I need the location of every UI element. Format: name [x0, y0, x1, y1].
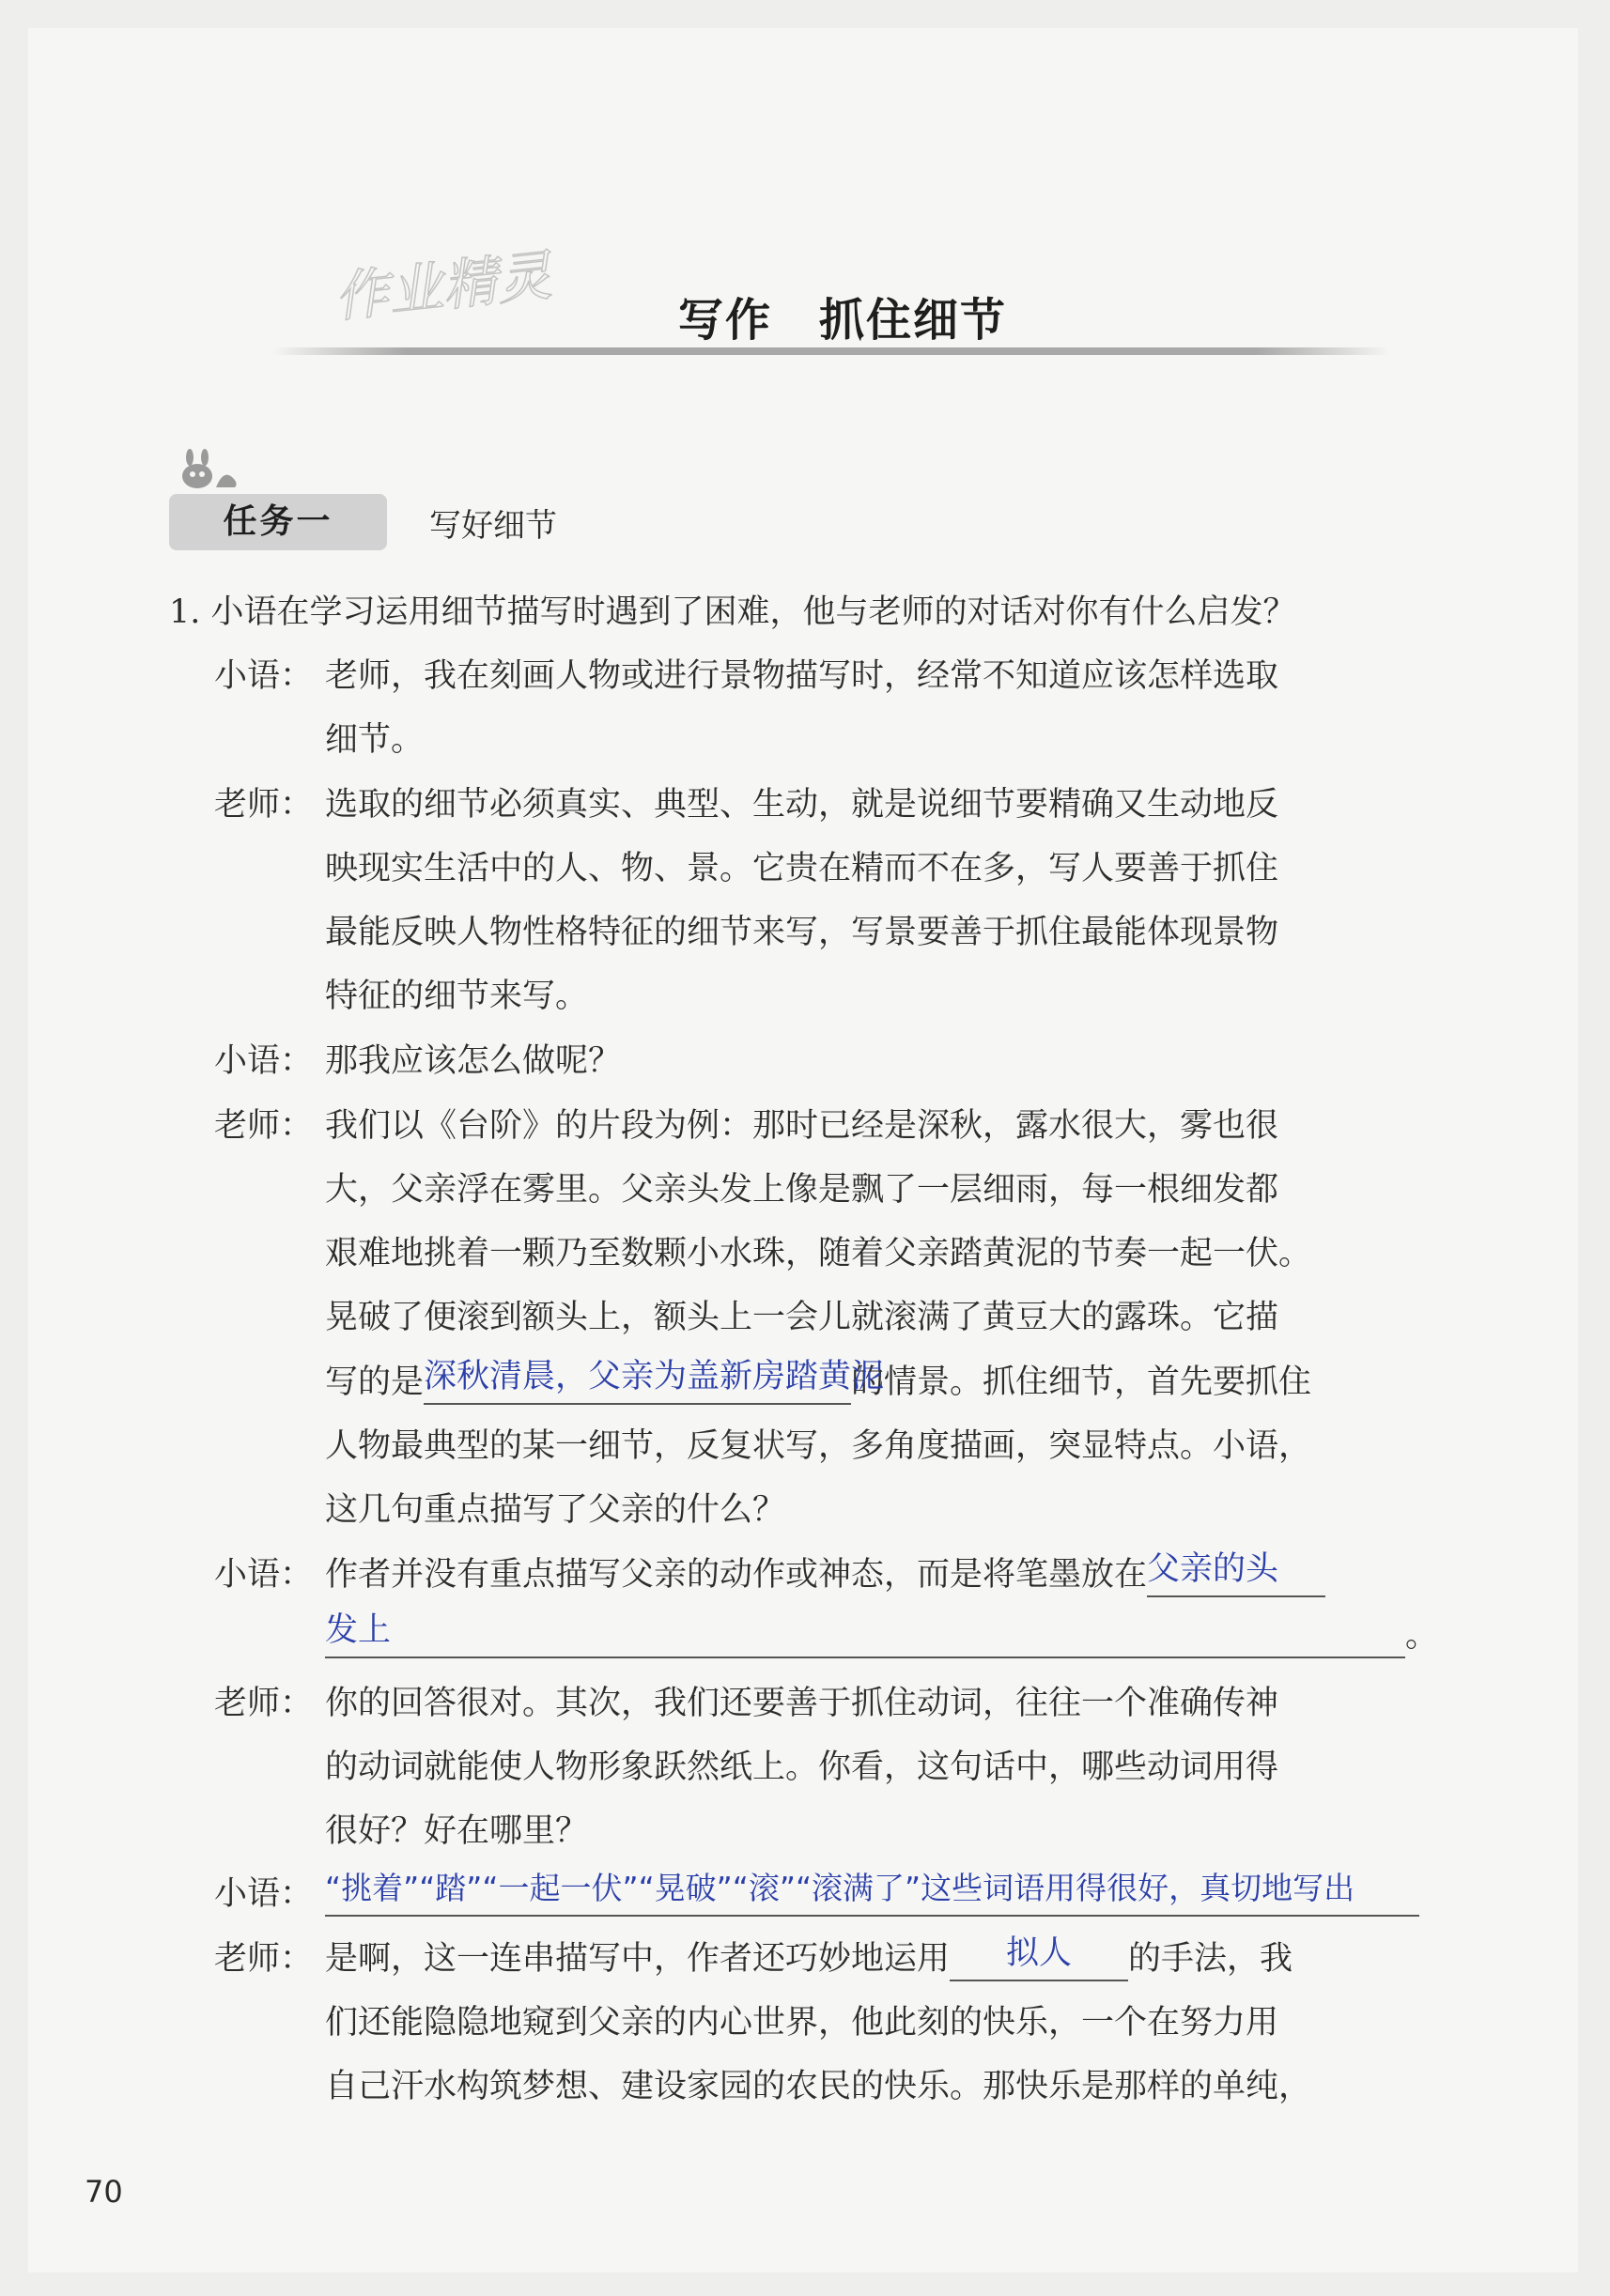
speaker-label: 老师： [214, 1107, 314, 1145]
dialogue-text: 你的回答很对。其次，我们还要善于抓住动词，往往一个准确传神 [325, 1685, 1279, 1722]
task-badge: 任务一 [169, 494, 387, 550]
dialogue-line [325, 1611, 1439, 1658]
dialogue-line: 映现实生活中的人、物、景。它贵在精而不在多，写人要善于抓住 [325, 850, 1279, 887]
dialogue-text: 那我应该怎么做呢？ [325, 1042, 622, 1080]
dialogue-text: 。 [1405, 1617, 1439, 1655]
speaker-label: 老师： [214, 1685, 314, 1722]
dialogue-text: 作者并没有重点描写父亲的动作或神态，而是将笔墨放在 [325, 1556, 1148, 1594]
dialogue-text: 写的是 [325, 1364, 425, 1401]
handwritten-answer: 深秋清晨，父亲为盖新房踏黄泥 [424, 1358, 885, 1395]
dialogue-text: 是啊，这一连串描写中，作者还巧妙地运用 [325, 1940, 951, 1978]
speaker-label: 老师： [214, 786, 314, 824]
answer-blank[interactable] [325, 1611, 1405, 1658]
handwritten-answer: 父亲的头 [1147, 1550, 1279, 1588]
answer-blank[interactable] [424, 1358, 885, 1405]
dialogue-line [214, 784, 1278, 825]
dialogue-text: 老师，我在刻画人物或进行景物描写时，经常不知道应该怎样选取 [325, 657, 1279, 695]
dialogue-text: 的手法，我 [1128, 1940, 1293, 1978]
dialogue-line: 大，父亲浮在雾里。父亲头发上像是飘了一层细雨，每一根细发都 [325, 1171, 1279, 1209]
dialogue-line: 艰难地挑着一颗乃至数颗小水珠，随着父亲踏黄泥的节奏一起一伏。 [325, 1235, 1312, 1272]
dialogue-line [214, 1550, 1325, 1597]
dialogue-line: 特征的细节来写。 [325, 978, 589, 1015]
answer-blank[interactable] [325, 1870, 1419, 1917]
task-subtitle: 写好细节 [429, 507, 557, 545]
handwritten-answer: 发上 [325, 1611, 392, 1649]
mascot-icon [177, 446, 242, 491]
dialogue-line: 最能反映人物性格特征的细节来写，写景要善于抓住最能体现景物 [325, 914, 1279, 951]
answer-blank[interactable] [1147, 1550, 1325, 1597]
dialogue-line: 这几句重点描写了父亲的什么？ [325, 1491, 786, 1529]
speaker-label: 小语： [214, 657, 314, 695]
page-sheet [28, 28, 1578, 2273]
handwritten-answer: 拟人 [1006, 1934, 1073, 1972]
speaker-label: 小语： [214, 1556, 314, 1594]
dialogue-line: 晃破了便滚到额头上，额头上一会儿就滚满了黄豆大的露珠。它描 [325, 1299, 1279, 1336]
speaker-label: 小语： [214, 1042, 314, 1080]
dialogue-line: 自己汗水构筑梦想、建设家园的农民的快乐。那快乐是那样的单纯， [325, 2068, 1312, 2105]
question-1: 1. 小语在学习运用细节描写时遇到了困难，他与老师的对话对你有什么启发？ [169, 593, 1296, 631]
speaker-label: 老师： [214, 1940, 314, 1978]
dialogue-line [214, 1105, 1278, 1147]
dialogue-line [214, 1683, 1278, 1724]
dialogue-text: 选取的细节必须真实、典型、生动，就是说细节要精确又生动地反 [325, 786, 1279, 824]
dialogue-line: 的动词就能使人物形象跃然纸上。你看，这句话中，哪些动词用得 [325, 1749, 1279, 1786]
page-title: 写作 抓住细节 [677, 294, 1007, 347]
title-divider [272, 347, 1390, 355]
dialogue-text: 我们以《台阶》的片段为例：那时已经是深秋，露水很大，雾也很 [325, 1107, 1279, 1145]
dialogue-line [214, 1870, 1419, 1917]
dialogue-line: 人物最典型的某一细节，反复状写，多角度描画，突显特点。小语， [325, 1427, 1312, 1465]
dialogue-line [214, 1040, 621, 1082]
watermark: 作业精灵 [331, 243, 555, 330]
dialogue-line [214, 1934, 1293, 1981]
dialogue-text: 的情景。抓住细节，首先要抓住 [851, 1364, 1312, 1401]
dialogue-line: 很好？好在哪里？ [325, 1812, 589, 1850]
answer-blank[interactable] [950, 1934, 1128, 1981]
dialogue-line [325, 1358, 1312, 1405]
dialogue-line: 们还能隐隐地窥到父亲的内心世界，他此刻的快乐，一个在努力用 [325, 2004, 1279, 2042]
handwritten-answer: “挑着”“踏”“一起一伏”“晃破”“滚”“滚满了”这些词语用得很好，真切地写出 [325, 1870, 1355, 1906]
speaker-label: 小语： [214, 1875, 314, 1913]
page-number: 70 [85, 2174, 123, 2210]
dialogue-line: 细节。 [325, 721, 425, 759]
dialogue-line [214, 655, 1278, 697]
